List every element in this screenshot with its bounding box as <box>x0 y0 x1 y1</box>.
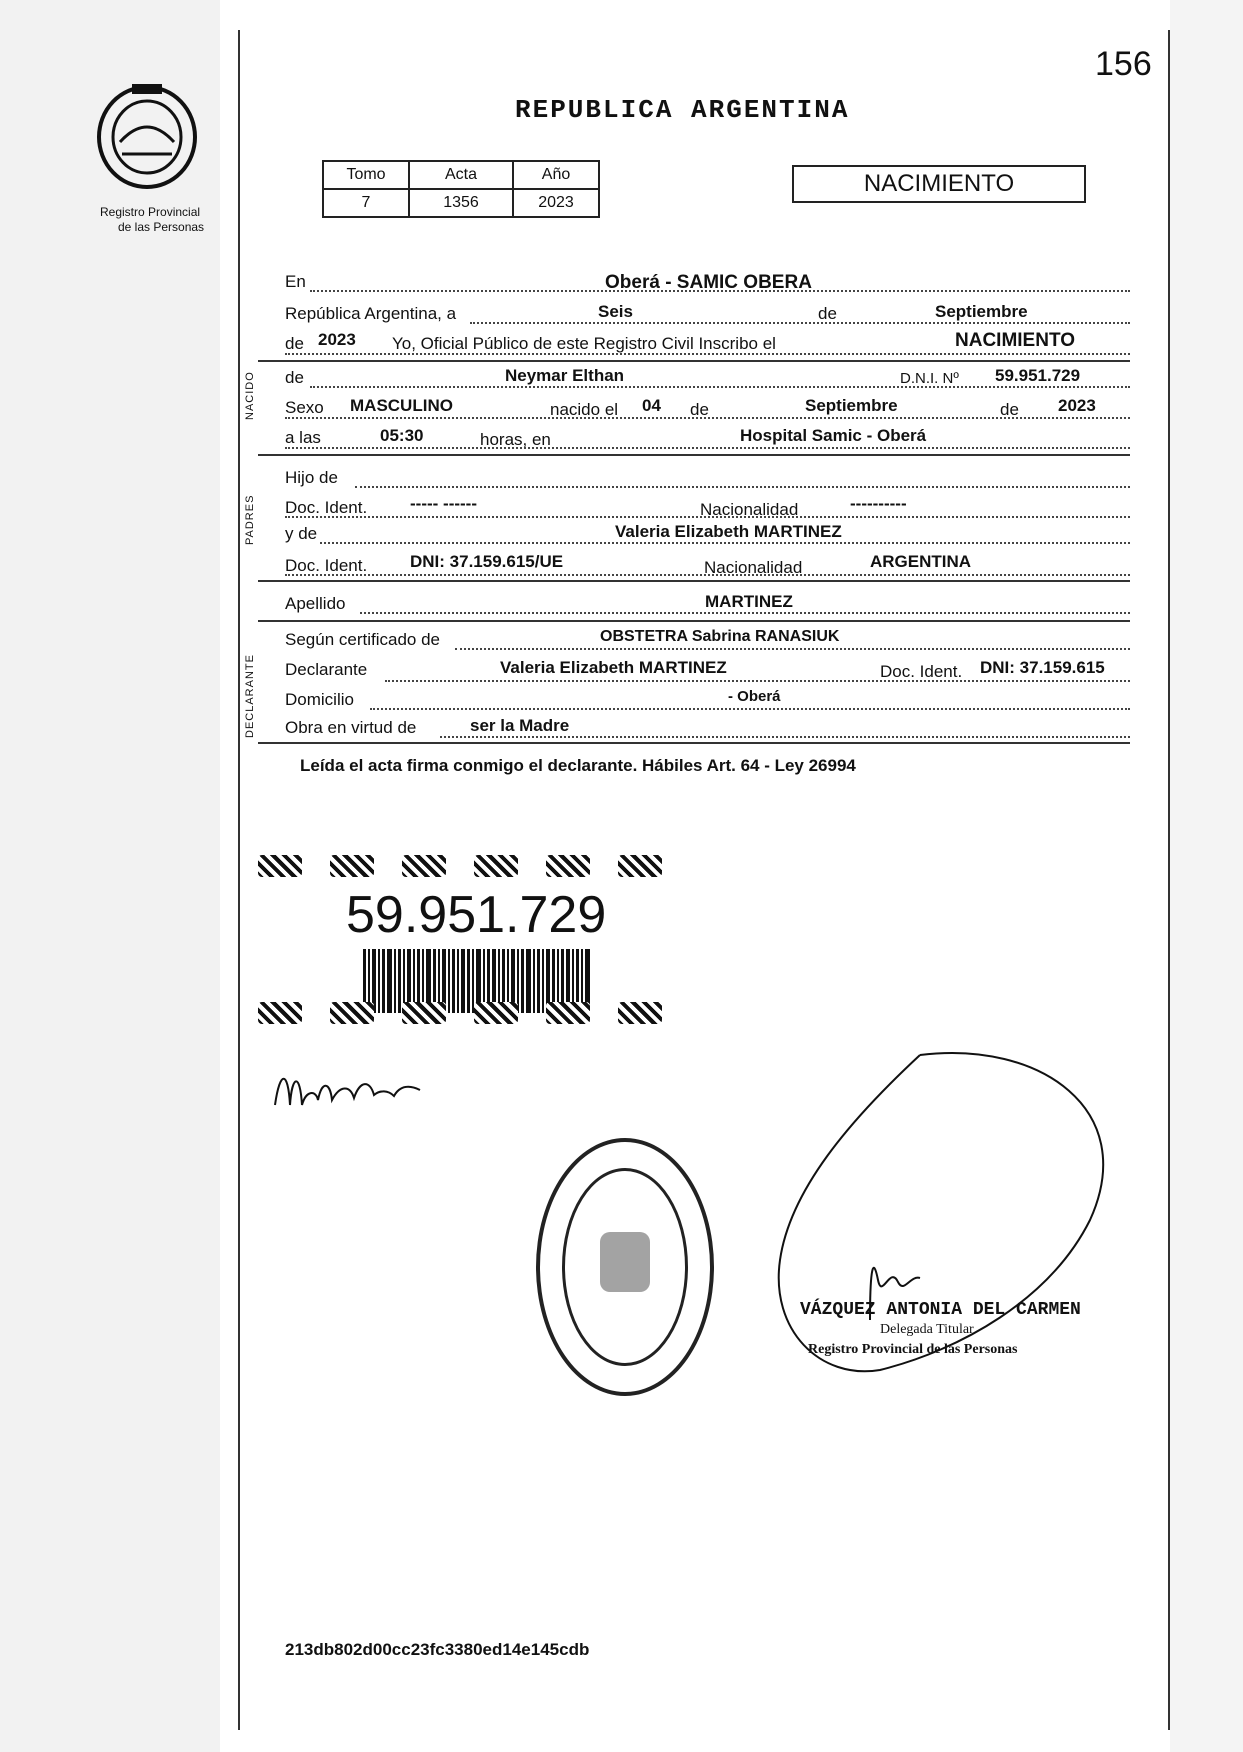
page-number: 156 <box>1095 45 1152 83</box>
sticker-top-pattern <box>258 855 690 882</box>
y-de-label: y de <box>285 524 318 543</box>
logo-caption-2: de las Personas <box>118 220 205 234</box>
declarante-value: Valeria Elizabeth MARTINEZ <box>500 658 727 677</box>
mother-doc: DNI: 37.159.615/UE <box>410 552 564 571</box>
father-doc-label: Doc. Ident. <box>285 498 368 517</box>
certificado-value: OBSTETRA Sabrina RANASIUK <box>600 628 840 645</box>
scan-noise-left <box>0 0 220 1752</box>
year-value: 2023 <box>318 330 356 349</box>
birth-year: 2023 <box>1058 396 1096 415</box>
day-word: Seis <box>598 302 633 321</box>
official-title: Delegada Titular <box>880 1322 974 1337</box>
declarant-signature <box>270 1060 430 1120</box>
apellido-value: MARTINEZ <box>705 592 793 611</box>
mother-doc-line <box>285 574 1130 576</box>
apellido-bottom-rule <box>258 620 1130 622</box>
declarante-doc-label: Doc. Ident. <box>880 662 963 681</box>
place-value: Oberá - SAMIC OBERA <box>605 272 812 293</box>
obra-label: Obra en virtud de <box>285 718 417 737</box>
certificado-label: Según certificado de <box>285 630 440 649</box>
statement-line <box>285 353 1130 355</box>
padres-bottom-rule <box>258 580 1130 582</box>
birth-month: Septiembre <box>805 396 898 415</box>
hijo-line <box>355 486 1130 488</box>
birth-time: 05:30 <box>380 426 424 445</box>
child-name: Neymar Elthan <box>505 366 625 385</box>
declarante-doc: DNI: 37.159.615 <box>980 658 1105 677</box>
record-type-box <box>792 165 1086 203</box>
domicilio-value: - Oberá <box>728 688 781 705</box>
registry-table <box>322 160 600 218</box>
record-type: NACIMIENTO <box>863 170 1015 197</box>
mother-nat: ARGENTINA <box>870 552 972 571</box>
father-line <box>285 516 1130 518</box>
hijo-label: Hijo de <box>285 468 338 487</box>
sticker-bottom-pattern <box>258 1002 690 1029</box>
month-value: Septiembre <box>935 302 1028 321</box>
en-label: En <box>285 272 306 291</box>
declarante-label: Declarante <box>285 660 368 679</box>
sexo-value: MASCULINO <box>350 396 453 415</box>
mother-line <box>320 542 1130 544</box>
apellido-line <box>360 612 1130 614</box>
date-line <box>470 322 1130 324</box>
child-dni: 59.951.729 <box>995 366 1081 385</box>
nacido-top-rule <box>258 360 1130 362</box>
tomo-value: 7 <box>323 189 409 217</box>
apellido-label: Apellido <box>285 594 346 613</box>
official-name: VÁZQUEZ ANTONIA DEL CARMEN <box>800 1300 1081 1320</box>
statement: Yo, Oficial Público de este Registro Civil Inscribo el <box>392 334 776 353</box>
domicilio-line <box>370 708 1130 710</box>
dni-label: D.N.I. Nº <box>900 370 959 387</box>
de-label-4: de <box>1000 400 1019 419</box>
sexo-label: Sexo <box>285 398 324 417</box>
acta-header: Acta <box>409 161 513 189</box>
record-word: NACIMIENTO <box>955 330 1075 351</box>
nacido-el-label: nacido el <box>550 400 619 419</box>
official-office: Registro Provincial de las Personas <box>808 1342 1018 1357</box>
nacido-line-2 <box>285 417 1130 419</box>
document-hash: 213db802d00cc23fc3380ed14e145cdb <box>285 1640 590 1659</box>
mother-doc-label: Doc. Ident. <box>285 556 368 575</box>
logo-caption-1: Registro Provincial <box>100 205 201 219</box>
anio-header: Año <box>513 161 599 189</box>
horas-label: horas, en <box>480 430 551 449</box>
obra-line <box>440 736 1130 738</box>
nacido-section-label: NACIDO <box>244 371 256 420</box>
mother-nat-label: Nacionalidad <box>704 558 803 577</box>
nacido-de-label: de <box>285 368 304 387</box>
anio-value: 2023 <box>513 189 599 217</box>
province-shield-icon <box>92 82 202 202</box>
declarante-section-label: DECLARANTE <box>244 654 256 738</box>
de-label-1: de <box>818 304 837 323</box>
closing-statement: Leída el acta firma conmigo el declarante. Hábiles Art. 64 - Ley 26994 <box>300 756 856 775</box>
tomo-header: Tomo <box>323 161 409 189</box>
official-signature <box>760 1050 1140 1430</box>
acta-value: 1356 <box>409 189 513 217</box>
country-title: REPUBLICA ARGENTINA <box>515 95 850 125</box>
padres-section-label: PADRES <box>244 494 256 545</box>
de-label-3: de <box>690 400 709 419</box>
domicilio-label: Domicilio <box>285 690 354 709</box>
left-margin-line <box>238 30 240 1730</box>
obra-value: ser la Madre <box>470 716 570 735</box>
scan-noise-right <box>1170 0 1243 1752</box>
birth-place: Hospital Samic - Oberá <box>740 426 927 445</box>
nacido-bottom-rule <box>258 454 1130 456</box>
father-nat: ---------- <box>850 494 907 513</box>
dni-label-sticker <box>258 855 698 1025</box>
registry-table-value-row <box>323 189 599 217</box>
nacido-line-1 <box>310 386 1130 388</box>
seal-emblem <box>600 1232 650 1292</box>
declarante-line <box>385 680 1130 682</box>
certificado-line <box>455 648 1130 650</box>
official-seal <box>536 1138 714 1396</box>
father-nat-label: Nacionalidad <box>700 500 799 519</box>
de-label-2: de <box>285 334 304 353</box>
province-logo <box>92 82 202 202</box>
right-margin-line <box>1168 30 1170 1730</box>
sticker-number: 59.951.729 <box>346 886 607 944</box>
mother-name: Valeria Elizabeth MARTINEZ <box>615 522 842 541</box>
registry-table-header-row <box>323 161 599 189</box>
a-las-label: a las <box>285 428 321 447</box>
birth-day: 04 <box>642 396 661 415</box>
father-doc: ----- ------ <box>410 494 477 513</box>
declarante-bottom-rule <box>258 742 1130 744</box>
nacido-line-3 <box>285 447 1130 449</box>
republica-label: República Argentina, a <box>285 304 457 323</box>
